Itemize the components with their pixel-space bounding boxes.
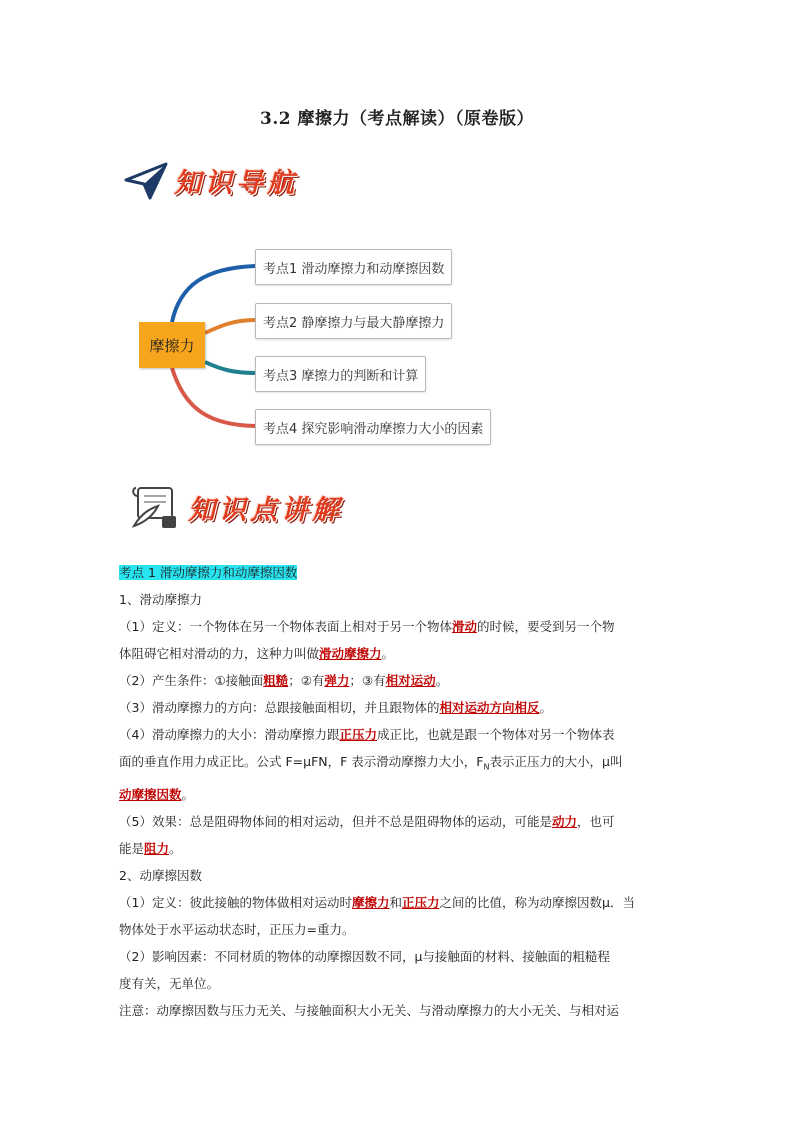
paragraph-coefficient-definition-cont: 物体处于水平运动状态时，正压力=重力。 (119, 921, 355, 937)
mindmap-branch-2: 考点2 静摩擦力与最大静摩擦力 (255, 303, 452, 339)
knowledge-nav-banner (124, 160, 298, 200)
mindmap-branch-3: 考点3 摩擦力的判断和计算 (255, 356, 426, 392)
paragraph-conditions: （2）产生条件：①接触面粗糙；②有弹力；③有相对运动。 (119, 673, 449, 688)
paragraph-magnitude-end: 动摩擦因数。 (119, 786, 195, 802)
branch-connector-2 (205, 320, 255, 333)
mindmap-center-node: 摩擦力 (139, 322, 205, 368)
mindmap-branch-4: 考点4 探究影响滑动摩擦力大小的因素 (255, 409, 491, 445)
branch-connector-3 (205, 362, 255, 373)
paper-plane-icon (124, 160, 168, 200)
paragraph-influence-cont: 度有关，无单位。 (119, 975, 220, 991)
paragraph-definition: （1）定义：一个物体在另一个物体表面上相对于另一个物体滑动的时候，要受到另一个物 (119, 619, 615, 634)
branch-connector-4 (172, 368, 255, 426)
paragraph-magnitude: （4）滑动摩擦力的大小：滑动摩擦力跟正压力成正比，也就是跟一个物体对另一个物体表 (119, 727, 615, 742)
paragraph-effect: （5）效果：总是阻碍物体间的相对运动，但并不总是阻碍物体的运动，可能是动力，也可 (119, 813, 615, 829)
section-heading: 考点 1 滑动摩擦力和动摩擦因数 (119, 565, 298, 580)
scroll-quill-icon (128, 482, 182, 532)
page-title: 3.2 摩擦力（考点解读）（原卷版） (260, 109, 534, 129)
mindmap-branch-1: 考点1 滑动摩擦力和动摩擦因数 (255, 249, 452, 285)
branch-connector-1 (172, 266, 255, 322)
paragraph-coefficient-definition: （1）定义：彼此接触的物体做相对运动时摩擦力和正压力之间的比值，称为动摩擦因数μ．当 (119, 894, 635, 910)
section-content (119, 559, 679, 1024)
banner-title: 知识导航 (174, 167, 298, 199)
paragraph-effect-cont: 能是阻力。 (119, 840, 182, 856)
knowledge-points-banner (128, 482, 343, 532)
paragraph-definition-cont: 体阻碍它相对滑动的力，这种力叫做滑动摩擦力。 (119, 646, 395, 661)
banner-title: 知识点讲解 (188, 494, 343, 526)
subheading-2: 2、动摩擦因数 (119, 867, 202, 883)
paragraph-direction: （3）滑动摩擦力的方向：总跟接触面相切，并且跟物体的相对运动方向相反。 (119, 700, 552, 715)
paragraph-influence: （2）影响因素：不同材质的物体的动摩擦因数不同，μ与接触面的材料、接触面的粗糙程 (119, 948, 610, 964)
subheading-1: 1、滑动摩擦力 (119, 592, 202, 607)
paragraph-magnitude-cont: 面的垂直作用力成正比。公式 F=μFN，F 表示滑动摩擦力大小，$F_N$表示正压力的大小，μ叫 (119, 754, 623, 772)
paragraph-note: 注意：动摩擦因数与压力无关、与接触面积大小无关、与滑动摩擦力的大小无关、与相对运 (119, 1002, 620, 1018)
